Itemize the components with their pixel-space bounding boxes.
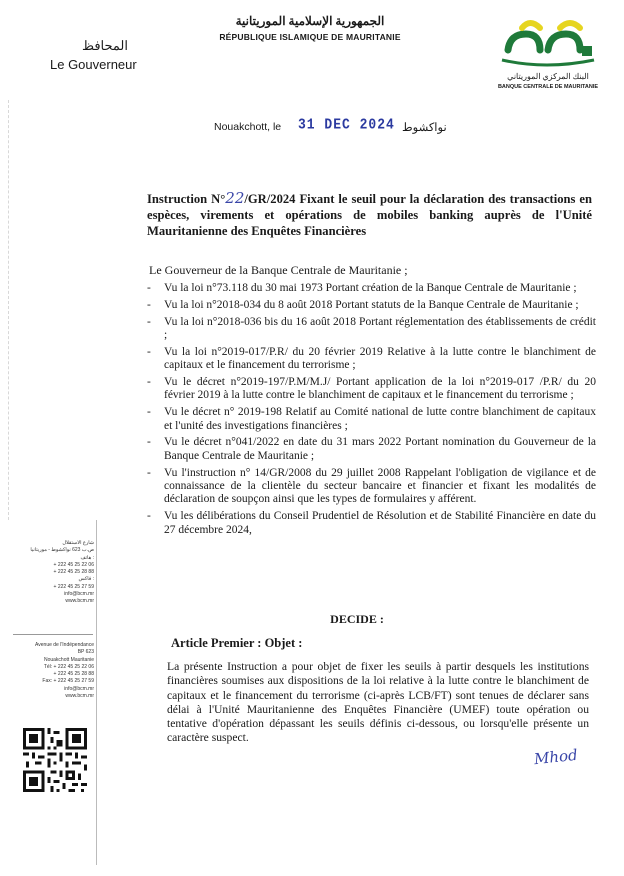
contact-line: + 222 45 25 22 06 [53, 561, 94, 568]
place-label-french: Nouakchott, le [214, 121, 282, 133]
instruction-number: 22 [225, 189, 245, 207]
contact-line: هاتف : [80, 554, 94, 561]
bank-name-french: BANQUE CENTRALE DE MAURITANIE [497, 84, 599, 90]
signature-initials: Mhod [533, 745, 579, 769]
list-item: - Vu la loi n°2019-017/P.R/ du 20 février 2019 Relative à la lutte contre le blanchiment de capitaux et le financement du terrorisme ; [144, 346, 596, 373]
list-item: - Vu la loi n°2018-034 du 8 août 2018 Portant statuts de la Banque Centrale de Mauritanie ; [144, 299, 596, 312]
contact-line: info@bcm.mr [64, 591, 94, 598]
contact-block-arabic [10, 540, 94, 606]
republic-name-french: RÉPUBLIQUE ISLAMIQUE DE MAURITANIE [219, 32, 401, 42]
margin-divider [8, 100, 9, 520]
article-text: La présente Instruction a pour objet de fixer les seuils à partir desquels les institutions financières soumises aux dispositions de la loi relative à la lutte contre le blanchiment de capitaux et le financement du terrorisme (ci-après LCB/FT) sont tenues de déclarer sans délai à l'Unité Mauritanienne des Enquêtes Financière (UMEF) toute opération ou tentative d'opération dépassant les seuils définis ci-dessous, ou lorsqu'elle présente un caractère suspect. [167, 660, 589, 745]
governor-title-arabic: المحافظ [82, 38, 128, 53]
list-item: - Vu le décret n°2019-197/P.M/M.J/ Portant application de la loi n°2019-017 /P.R/ du 20 février 2019 à la lutte contre le blanchiment de capitaux et le financement du terrorisme ; [144, 376, 596, 403]
contact-line: + 222 45 25 28 88 [53, 569, 94, 576]
contact-block-french [10, 642, 94, 700]
contact-line: + 222 45 25 27 59 [53, 583, 94, 590]
contact-line: + 222 45 25 28 88 [53, 671, 94, 678]
contact-line: info@bcm.mr [64, 685, 94, 692]
sidebar-rule [96, 520, 97, 865]
contact-line: Fax: + 222 45 25 27 59 [42, 678, 94, 685]
list-item: - Vu le décret n° 2019-198 Relatif au Comité national de lutte contre blanchiment de capitaux et l'unité des investigations financières ; [144, 406, 596, 433]
intro-line: Le Gouverneur de la Banque Centrale de Mauritanie ; [149, 263, 408, 277]
contact-line: www.bcm.mr [65, 598, 94, 605]
list-item: - Vu la loi n°2018-036 bis du 16 août 2018 Portant réglementation des établissements de crédit ; [144, 316, 596, 343]
contact-line: www.bcm.mr [65, 693, 94, 700]
governor-title-french: Le Gouverneur [50, 57, 137, 72]
list-item: - Vu la loi n°73.118 du 30 mai 1973 Portant création de la Banque Centrale de Mauritanie ; [144, 282, 596, 295]
date-stamp: 31 DEC 2024 [298, 115, 395, 134]
list-item: - Vu l'instruction n° 14/GR/2008 du 29 juillet 2008 Rappelant l'obligation de vigilance et de connaissance de la clientèle du secteur bancaire et financier et fixant les modalités de déclaration de soupçon ainsi que les types de formulaires y afférent. [144, 467, 596, 507]
contact-line: شارع الاستقلال [62, 540, 94, 546]
contact-line: Avenue de l'Indépendance [35, 642, 94, 648]
republic-name-arabic: الجمهورية الإسلامية الموريتانية [235, 14, 385, 28]
visa-list [144, 282, 596, 540]
title-rest: /GR/2024 Fixant le seuil pour la déclaration des transactions en espèces, virements et opérations de mobiles banking auprès de l'Unité Mauritanienne des Enquêtes Financières [147, 192, 592, 238]
bcm-logo-icon [500, 20, 596, 68]
place-label-arabic: نواكشوط [402, 122, 447, 134]
contact-line: فاكس : [78, 576, 94, 583]
contact-line: Tél: + 222 45 25 22 06 [43, 663, 94, 670]
decide-heading: DECIDE : [330, 612, 384, 626]
list-item: - Vu le décret n°041/2022 en date du 31 mars 2022 Portant nomination du Gouverneur de la Banque Centrale de Mauritanie ; [144, 436, 596, 463]
contact-line: BP 623 [77, 649, 94, 656]
contact-line: ص.ب 623 نواكشوط - موريتانيا [30, 547, 94, 554]
title-prefix: Instruction N° [147, 192, 226, 206]
instruction-title [147, 190, 592, 239]
qr-code-icon [19, 728, 91, 792]
sidebar-divider [13, 634, 93, 635]
article-heading: Article Premier : Objet : [171, 636, 303, 650]
list-item: - Vu les délibérations du Conseil Prudentiel de Résolution et de Stabilité Financière en date du 27 décembre 2024, [144, 510, 596, 537]
bank-name-arabic: البنك المركزي الموريتاني [507, 72, 589, 81]
contact-line: Nouakchott Mauritanie [43, 656, 94, 663]
